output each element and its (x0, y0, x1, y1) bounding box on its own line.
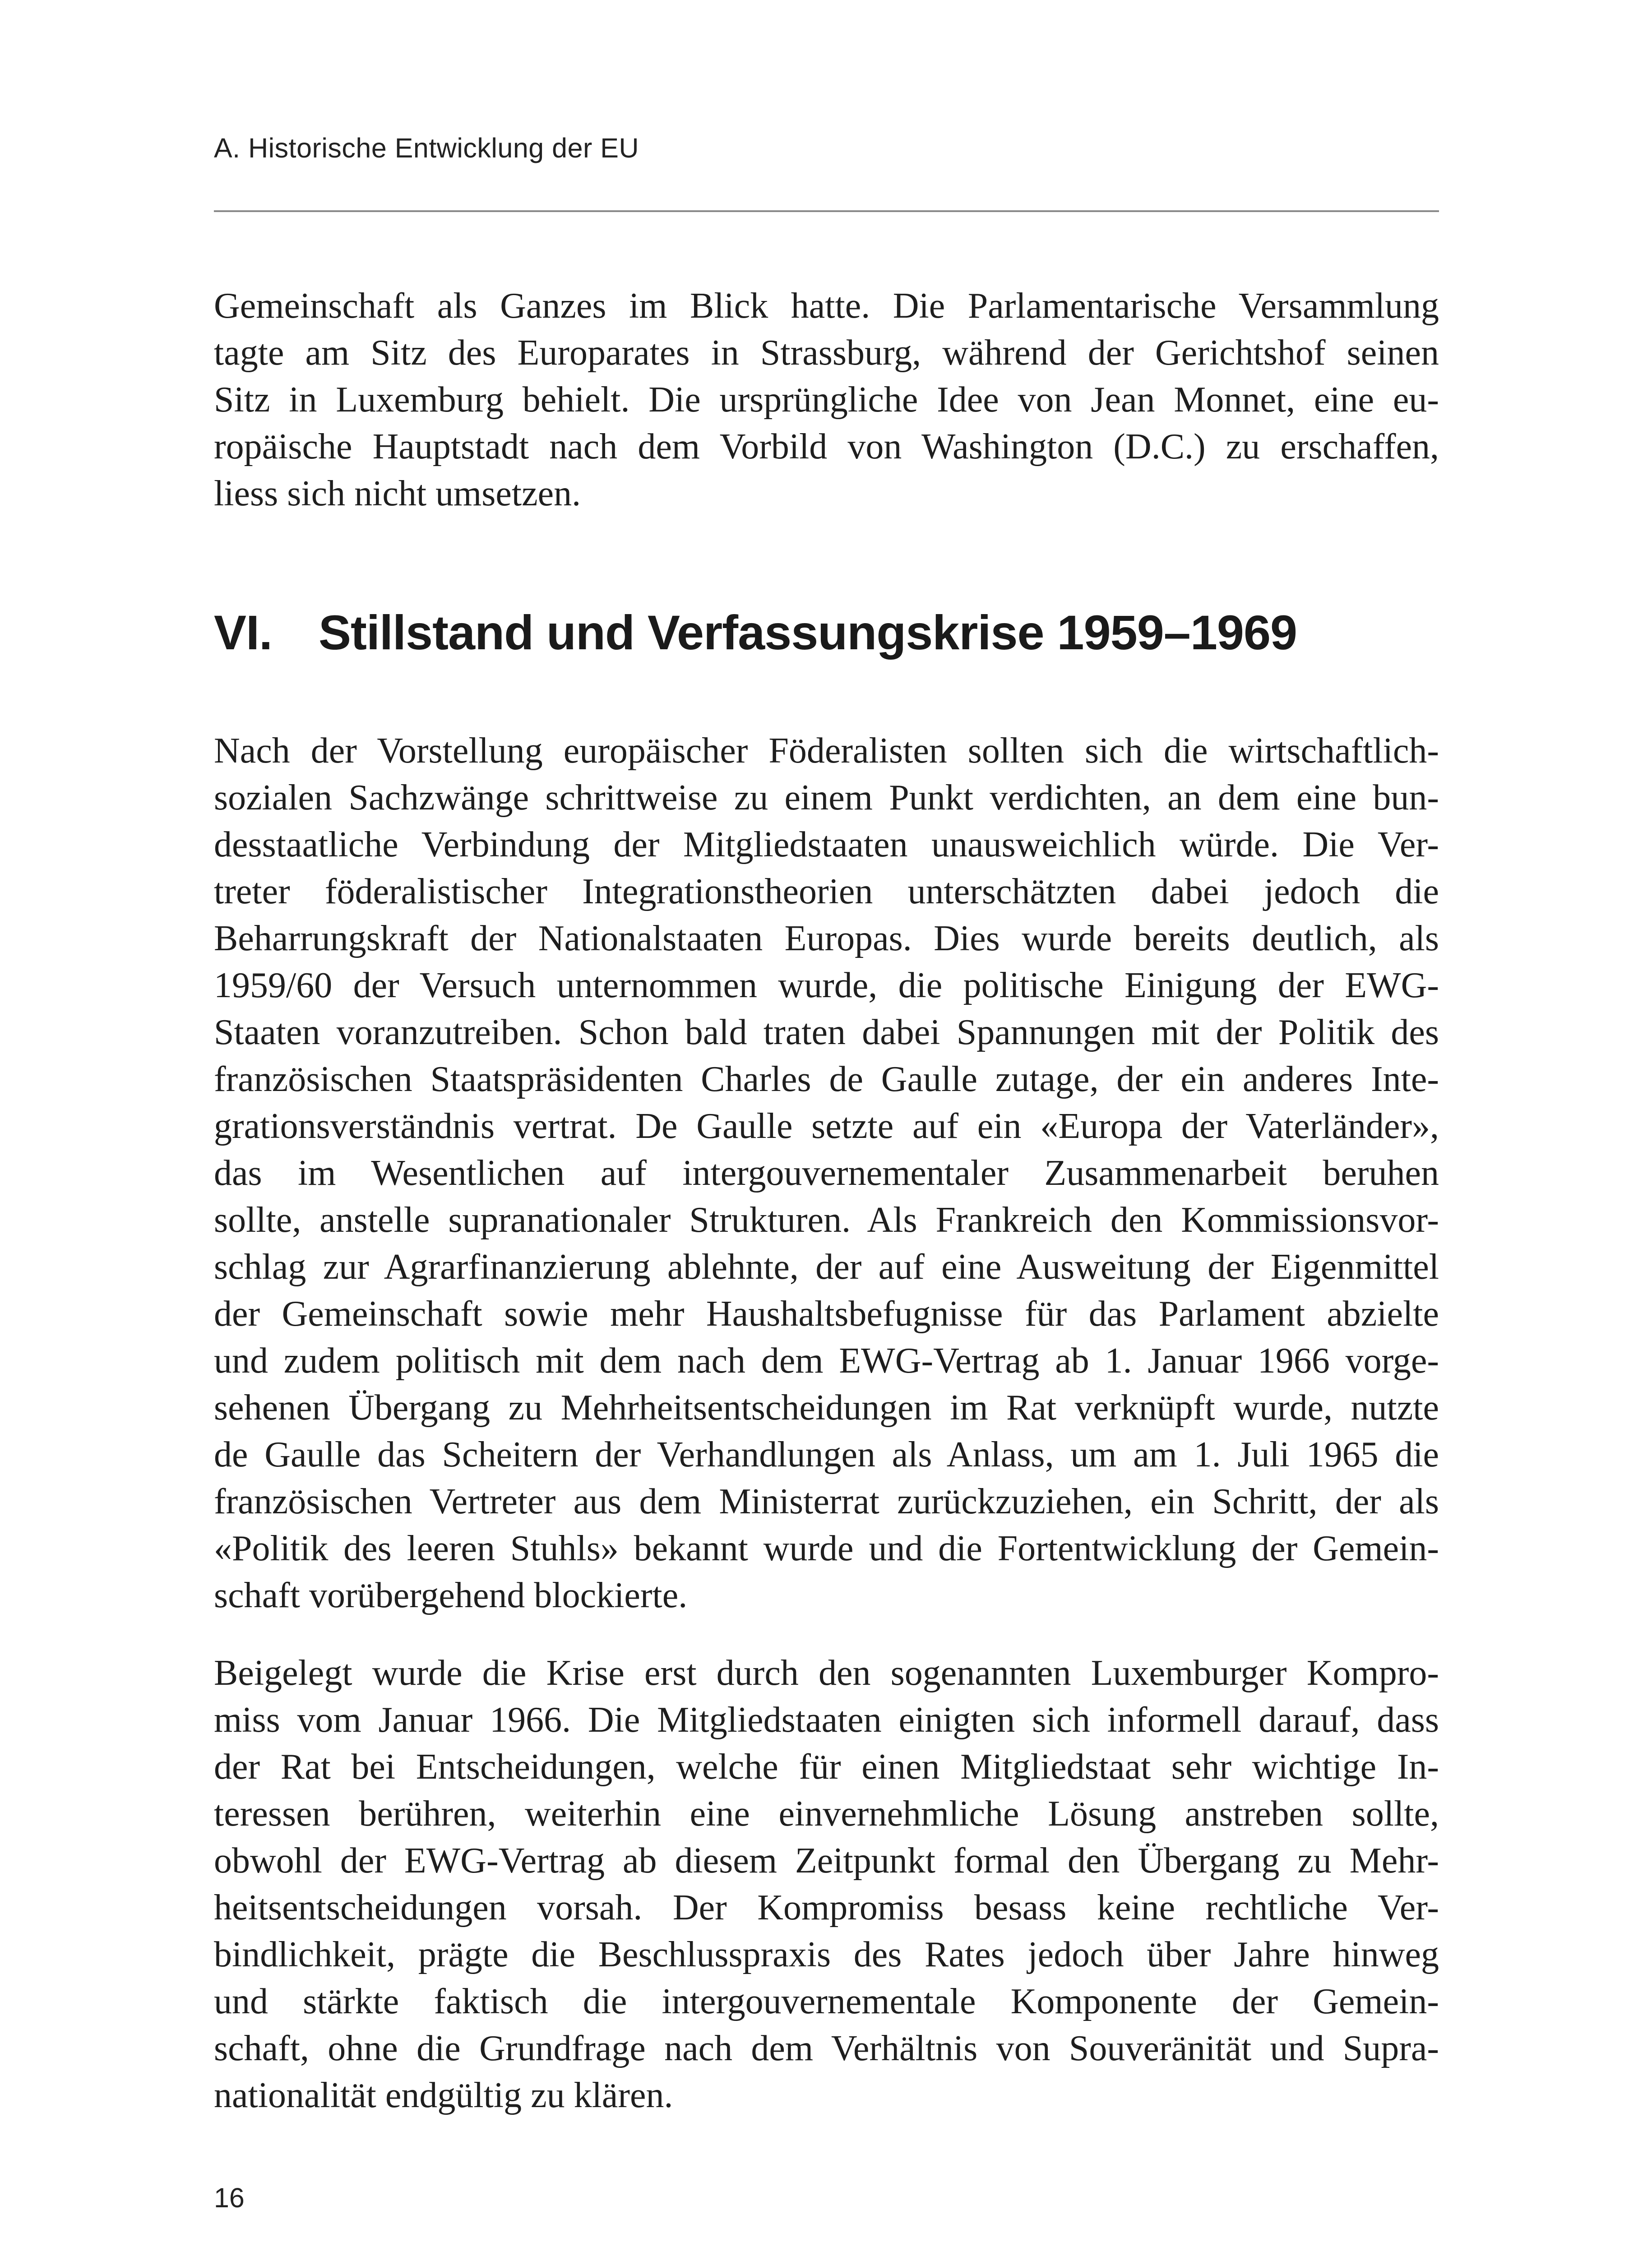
text-line: französischen Staatspräsidenten Charles de Gaulle zutage, der ein anderes Inte- (214, 1059, 1439, 1099)
text-line: grationsverständnis vertrat. De Gaulle setzte auf ein «Europa der Vaterländer», (214, 1106, 1439, 1146)
text-line: und stärkte faktisch die intergouvernementale Komponente der Gemein- (214, 1982, 1439, 2021)
text-line: teressen berühren, weiterhin eine einvernehmliche Lösung anstreben sollte, (214, 1794, 1439, 1834)
text-line: der Rat bei Entscheidungen, welche für einen Mitgliedstaat sehr wichtige In- (214, 1747, 1439, 1787)
paragraph (214, 727, 1439, 1619)
text-line: der Gemeinschaft sowie mehr Haushaltsbefugnisse für das Parlament abzielte (214, 1294, 1439, 1334)
text-line: Sitz in Luxemburg behielt. Die ursprüngliche Idee von Jean Monnet, eine eu- (214, 380, 1439, 420)
text-line: Staaten voranzutreiben. Schon bald traten dabei Spannungen mit der Politik des (214, 1012, 1439, 1052)
section-heading (214, 605, 1297, 660)
text-line: sollte, anstelle supranationaler Strukturen. Als Frankreich den Kommissionsvor- (214, 1200, 1439, 1240)
text-line: schlag zur Agrarfinanzierung ablehnte, der auf eine Ausweitung der Eigenmittel (214, 1247, 1439, 1287)
text-line: und zudem politisch mit dem nach dem EWG-Vertrag ab 1. Januar 1966 vorge- (214, 1341, 1439, 1381)
text-line: 1959/60 der Versuch unternommen wurde, die politische Einigung der EWG- (214, 966, 1439, 1005)
text-line: heitsentscheidungen vorsah. Der Kompromiss besass keine rechtliche Ver- (214, 1888, 1439, 1928)
text-line: liess sich nicht umsetzen. (214, 474, 581, 513)
text-line: miss vom Januar 1966. Die Mitgliedstaaten einigten sich informell darauf, dass (214, 1700, 1439, 1740)
text-line: Beigelegt wurde die Krise erst durch den sogenannten Luxemburger Kompro- (214, 1653, 1439, 1693)
text-line: sehenen Übergang zu Mehrheitsentscheidungen im Rat verknüpft wurde, nutzte (214, 1388, 1439, 1428)
paragraph (214, 1650, 1439, 2119)
text-line: Nach der Vorstellung europäischer Föderalisten sollten sich die wirtschaftlich- (214, 731, 1439, 771)
text-line: schaft vorübergehend blockierte. (214, 1576, 688, 1615)
header-rule (214, 210, 1439, 212)
text-line: treter föderalistischer Integrationstheorien unterschätzten dabei jedoch die (214, 872, 1439, 911)
text-line: das im Wesentlichen auf intergouvernementaler Zusammenarbeit beruhen (214, 1153, 1439, 1193)
text-line: Beharrungskraft der Nationalstaaten Europas. Dies wurde bereits deutlich, als (214, 919, 1439, 958)
text-line: nationalität endgültig zu klären. (214, 2076, 673, 2115)
text-line: bindlichkeit, prägte die Beschlusspraxis des Rates jedoch über Jahre hinweg (214, 1935, 1439, 1974)
section-number: VI. (214, 605, 273, 660)
text-line: Gemeinschaft als Ganzes im Blick hatte. Die Parlamentarische Versammlung (214, 286, 1439, 326)
text-line: sozialen Sachzwänge schrittweise zu einem Punkt verdichten, an dem eine bun- (214, 778, 1439, 818)
text-line: «Politik des leeren Stuhls» bekannt wurde und die Fortentwicklung der Gemein- (214, 1529, 1439, 1568)
text-line: französischen Vertreter aus dem Ministerrat zurückzuziehen, ein Schritt, der als (214, 1482, 1439, 1521)
section-title: Stillstand und Verfassungskrise 1959–1969 (319, 605, 1297, 660)
page-number: 16 (214, 2182, 245, 2213)
text-line: de Gaulle das Scheitern der Verhandlungen als Anlass, um am 1. Juli 1965 die (214, 1435, 1439, 1475)
running-header: A. Historische Entwicklung der EU (214, 133, 639, 163)
text-line: obwohl der EWG-Vertrag ab diesem Zeitpunkt formal den Übergang zu Mehr- (214, 1841, 1439, 1881)
text-line: ropäische Hauptstadt nach dem Vorbild von Washington (D.C.) zu erschaffen, (214, 427, 1439, 467)
text-line: schaft, ohne die Grundfrage nach dem Verhältnis von Souveränität und Supra- (214, 2029, 1439, 2068)
paragraph-continued (214, 282, 1439, 517)
text-line: tagte am Sitz des Europarates in Strassburg, während der Gerichtshof seinen (214, 333, 1439, 373)
text-line: desstaatliche Verbindung der Mitgliedstaaten unausweichlich würde. Die Ver- (214, 825, 1439, 864)
